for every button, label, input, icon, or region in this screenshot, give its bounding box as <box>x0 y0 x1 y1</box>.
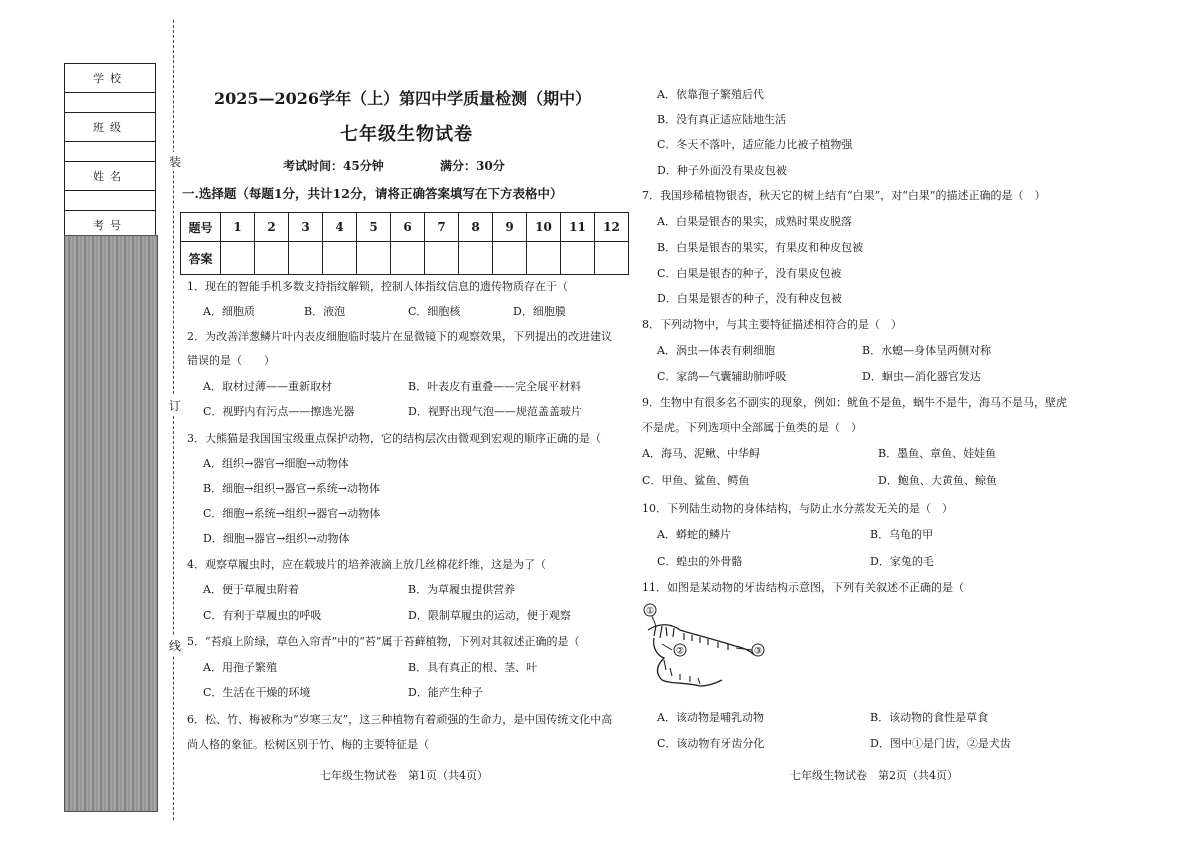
answer-cell[interactable] <box>425 242 459 275</box>
figure-label-2: ② <box>675 646 685 657</box>
option: B．乌龟的甲 <box>870 528 934 541</box>
option: D．鲍鱼、大黄鱼、鲸鱼 <box>878 474 997 487</box>
info-blank <box>65 142 156 162</box>
answer-grid <box>180 212 629 275</box>
seal-char-ding: 订 <box>169 396 181 415</box>
footer-page2: 七年级生物试卷 第2页（共4页） <box>790 769 958 782</box>
info-label-class: 班级 <box>65 113 156 142</box>
option: D．蛔虫—消化器官发达 <box>862 370 981 383</box>
option: A．组织→器官→细胞→动物体 <box>203 457 349 470</box>
option: B．具有真正的根、茎、叶 <box>408 661 538 674</box>
info-blank <box>65 93 156 113</box>
answer-cell[interactable] <box>595 242 629 275</box>
option: A．细胞质 <box>203 305 255 318</box>
option: A．该动物是哺乳动物 <box>657 711 764 724</box>
option: C．甲鱼、鲨鱼、鳄鱼 <box>642 474 750 487</box>
option: D．细胞→器官→组织→动物体 <box>203 532 350 545</box>
info-label-name: 姓名 <box>65 162 156 191</box>
option: B．白果是银杏的果实，有果皮和种皮包被 <box>657 241 864 254</box>
option: C．白果是银杏的种子，没有果皮包被 <box>657 267 842 280</box>
grid-number: 10 <box>527 213 561 242</box>
answer-cell[interactable] <box>527 242 561 275</box>
answer-cell[interactable] <box>357 242 391 275</box>
answer-cell[interactable] <box>561 242 595 275</box>
grid-label-answer: 答案 <box>181 242 221 275</box>
option: C．视野内有污点——擦选光器 <box>203 405 355 418</box>
grid-number: 12 <box>595 213 629 242</box>
option: B．该动物的食性是草食 <box>870 711 989 724</box>
seal-char-zhuang: 装 <box>169 152 181 171</box>
seal-char-xian: 线 <box>169 636 181 655</box>
info-label-exam-number: 考号 <box>65 211 156 240</box>
grid-number: 3 <box>289 213 323 242</box>
option: C．生活在干燥的环境 <box>203 686 311 699</box>
option: A．蟒蛇的鳞片 <box>657 528 731 541</box>
grid-number: 1 <box>221 213 255 242</box>
option: A．涡虫—体表有刺细胞 <box>657 344 775 357</box>
option: B．水螅—身体呈两侧对称 <box>862 344 992 357</box>
question-stem: 3．大熊猫是我国国宝级重点保护动物，它的结构层次由微观到宏观的顺序正确的是（ <box>187 432 601 445</box>
question-stem: 10．下列陆生动物的身体结构，与防止水分蒸发无关的是（ ） <box>642 502 953 515</box>
exam-time: 考试时间：45分钟 <box>283 159 384 173</box>
answer-cell[interactable] <box>391 242 425 275</box>
question-stem: 2．为改善洋葱鳞片叶内表皮细胞临时装片在显微镜下的观察效果，下列提出的改进建议 <box>187 330 612 343</box>
option: D．种子外面没有果皮包被 <box>657 164 787 177</box>
option: D．图中①是门齿，②是犬齿 <box>870 737 1011 750</box>
option: C．蝗虫的外骨骼 <box>657 555 743 568</box>
student-info-table <box>64 63 156 260</box>
option: D．限制草履虫的运动，便于观察 <box>408 609 571 622</box>
grid-number: 11 <box>561 213 595 242</box>
answer-cell[interactable] <box>323 242 357 275</box>
option: A．白果是银杏的果实，成熟时果皮脱落 <box>657 215 852 228</box>
option: B．细胞→组织→器官→系统→动物体 <box>203 482 380 495</box>
answer-cell[interactable] <box>459 242 493 275</box>
question-stem: 4．观察草履虫时，应在载玻片的培养液滴上放几丝棉花纤维，这是为了（ <box>187 558 546 571</box>
option: B．叶表皮有重叠——完全展平材料 <box>408 380 582 393</box>
exam-full-score: 满分：30分 <box>440 159 505 173</box>
option: A．依靠孢子繁殖后代 <box>657 88 764 101</box>
question-stem: 11．如图是某动物的牙齿结构示意图，下列有关叙述不正确的是（ <box>642 581 964 594</box>
exam-title: 2025—2026学年（上）第四中学质量检测（期中） <box>214 89 592 108</box>
question-stem: 7．我国珍稀植物银杏，秋天它的树上结有“白果”，对“白果”的描述正确的是（ ） <box>642 189 1046 202</box>
footer-page1: 七年级生物试卷 第1页（共4页） <box>320 769 488 782</box>
grid-number: 9 <box>493 213 527 242</box>
option: D．视野出现气泡——规范盖盖玻片 <box>408 405 582 418</box>
question-stem: 尚人格的象征。松树区别于竹、梅的主要特征是（ <box>187 738 429 751</box>
grid-number: 5 <box>357 213 391 242</box>
tooth-structure-figure <box>640 600 790 690</box>
option: C．有利于草履虫的呼吸 <box>203 609 322 622</box>
question-stem: 6．松、竹、梅被称为“岁寒三友”，这三种植物有着顽强的生命力，是中国传统文化中高 <box>187 713 613 726</box>
answer-cell[interactable] <box>289 242 323 275</box>
grid-number: 2 <box>255 213 289 242</box>
question-stem: 1．现在的智能手机多数支持指纹解锁，控制人体指纹信息的遗传物质存在于（ <box>187 280 568 293</box>
grid-number: 7 <box>425 213 459 242</box>
question-stem: 不是虎。下列选项中全部属于鱼类的是（ ） <box>642 421 862 434</box>
option: D．白果是银杏的种子，没有种皮包被 <box>657 292 842 305</box>
info-blank <box>65 191 156 211</box>
grid-number: 8 <box>459 213 493 242</box>
option: D．家兔的毛 <box>870 555 934 568</box>
figure-label-3: ③ <box>753 646 763 657</box>
option: C．该动物有牙齿分化 <box>657 737 765 750</box>
option: D．能产生种子 <box>408 686 483 699</box>
grid-label-question: 题号 <box>181 213 221 242</box>
option: A．海马、泥鳅、中华鲟 <box>642 447 760 460</box>
question-stem: 错误的是（ ） <box>187 354 275 367</box>
option: A．便于草履虫附着 <box>203 583 299 596</box>
option: C．细胞核 <box>408 305 461 318</box>
answer-cell[interactable] <box>221 242 255 275</box>
option: A．用孢子繁殖 <box>203 661 277 674</box>
option: B．液泡 <box>304 305 346 318</box>
option: A．取材过薄——重新取材 <box>203 380 332 393</box>
option: C．冬天不落叶，适应能力比被子植物强 <box>657 138 853 151</box>
option: C．家鸽—气囊辅助肺呼吸 <box>657 370 787 383</box>
binding-strip <box>64 235 158 812</box>
grid-number: 4 <box>323 213 357 242</box>
question-stem: 9．生物中有很多名不副实的现象，例如：鱿鱼不是鱼，蜗牛不是牛，海马不是马，壁虎 <box>642 396 1067 409</box>
figure-label-1: ① <box>645 606 655 617</box>
option: C．细胞→系统→组织→器官→动物体 <box>203 507 381 520</box>
answer-cell[interactable] <box>493 242 527 275</box>
binding-cut-line <box>173 20 174 820</box>
option: D．细胞膜 <box>513 305 566 318</box>
section-heading: 一.选择题（每题1分，共计12分，请将正确答案填写在下方表格中） <box>182 186 563 201</box>
option: B．没有真正适应陆地生活 <box>657 113 787 126</box>
option: B．墨鱼、章鱼、娃娃鱼 <box>878 447 997 460</box>
question-stem: 5．“苔痕上阶绿，草色入帘青”中的“苔”属于苔藓植物，下列对其叙述正确的是（ <box>187 635 580 648</box>
answer-cell[interactable] <box>255 242 289 275</box>
exam-subtitle: 七年级生物试卷 <box>340 124 473 145</box>
question-stem: 8．下列动物中，与其主要特征描述相符合的是（ ） <box>642 318 902 331</box>
option: B．为草履虫提供营养 <box>408 583 516 596</box>
grid-number: 6 <box>391 213 425 242</box>
info-label-school: 学校 <box>65 64 156 93</box>
